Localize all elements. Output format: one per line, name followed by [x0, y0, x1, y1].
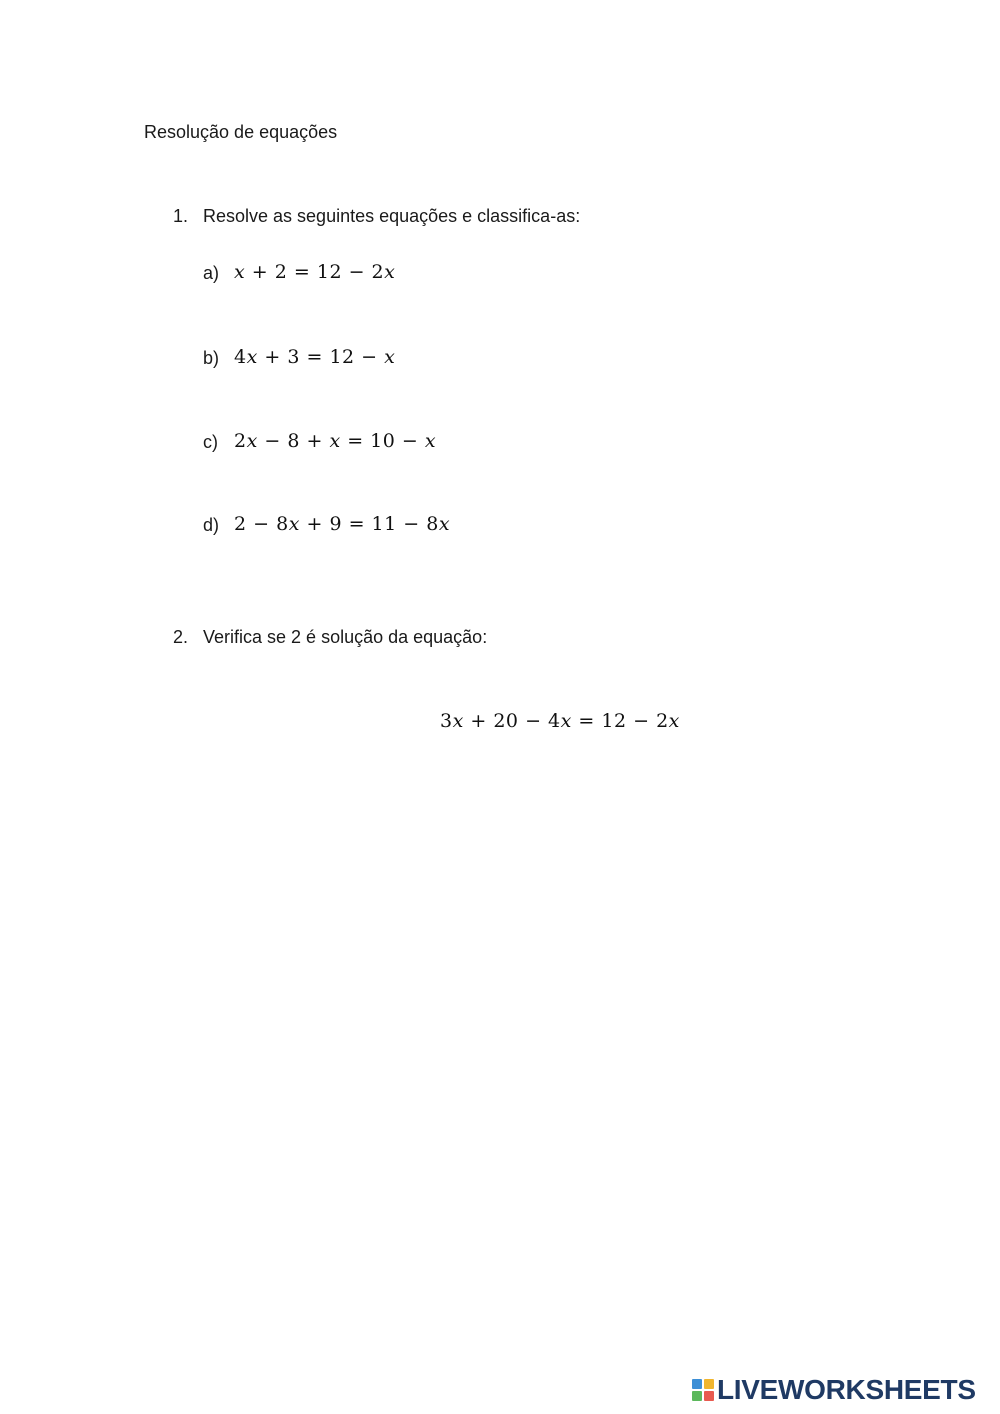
variable-x: x — [246, 346, 258, 368]
liveworksheets-logo — [692, 1374, 976, 1406]
equation-q2: 3x + 20 − 4x = 12 − 2x — [440, 710, 680, 732]
logo-tile-1 — [692, 1379, 702, 1389]
question-1-number: 1. — [173, 206, 189, 226]
logo-tile-4 — [704, 1391, 714, 1401]
variable-x: x — [424, 430, 437, 452]
equation-b: 4x + 3 = 12 − x — [234, 346, 396, 368]
variable-x: x — [246, 430, 258, 452]
logo-grid-icon — [692, 1379, 714, 1401]
variable-x: x — [384, 346, 396, 368]
item-b-label: b) — [203, 348, 220, 368]
logo-tile-3 — [692, 1391, 702, 1401]
question-2-number: 2. — [173, 627, 189, 647]
item-d-label: d) — [203, 515, 220, 535]
logo-text: LIVEWORKSHEETS — [717, 1374, 976, 1405]
variable-x: x — [560, 710, 572, 732]
page-title: Resolução de equações — [144, 122, 338, 142]
variable-x: x — [438, 513, 451, 535]
variable-x: x — [668, 710, 680, 732]
variable-x: x — [329, 430, 341, 452]
question-1-text: Resolve as seguintes equações e classifica-as: — [203, 206, 581, 226]
equation-a: x + 2 = 12 − 2x — [234, 261, 396, 283]
variable-x: x — [452, 710, 464, 732]
variable-x: x — [234, 261, 246, 283]
variable-x: x — [288, 513, 300, 535]
item-a-label: a) — [203, 263, 220, 283]
equation-c: 2x − 8 + x = 10 − x — [234, 430, 437, 452]
question-2-text: Verifica se 2 é solução da equação: — [203, 627, 488, 647]
item-c-label: c) — [203, 432, 218, 452]
equation-d: 2 − 8x + 9 = 11 − 8x — [234, 513, 451, 535]
variable-x: x — [384, 261, 396, 283]
logo-tile-2 — [704, 1379, 714, 1389]
